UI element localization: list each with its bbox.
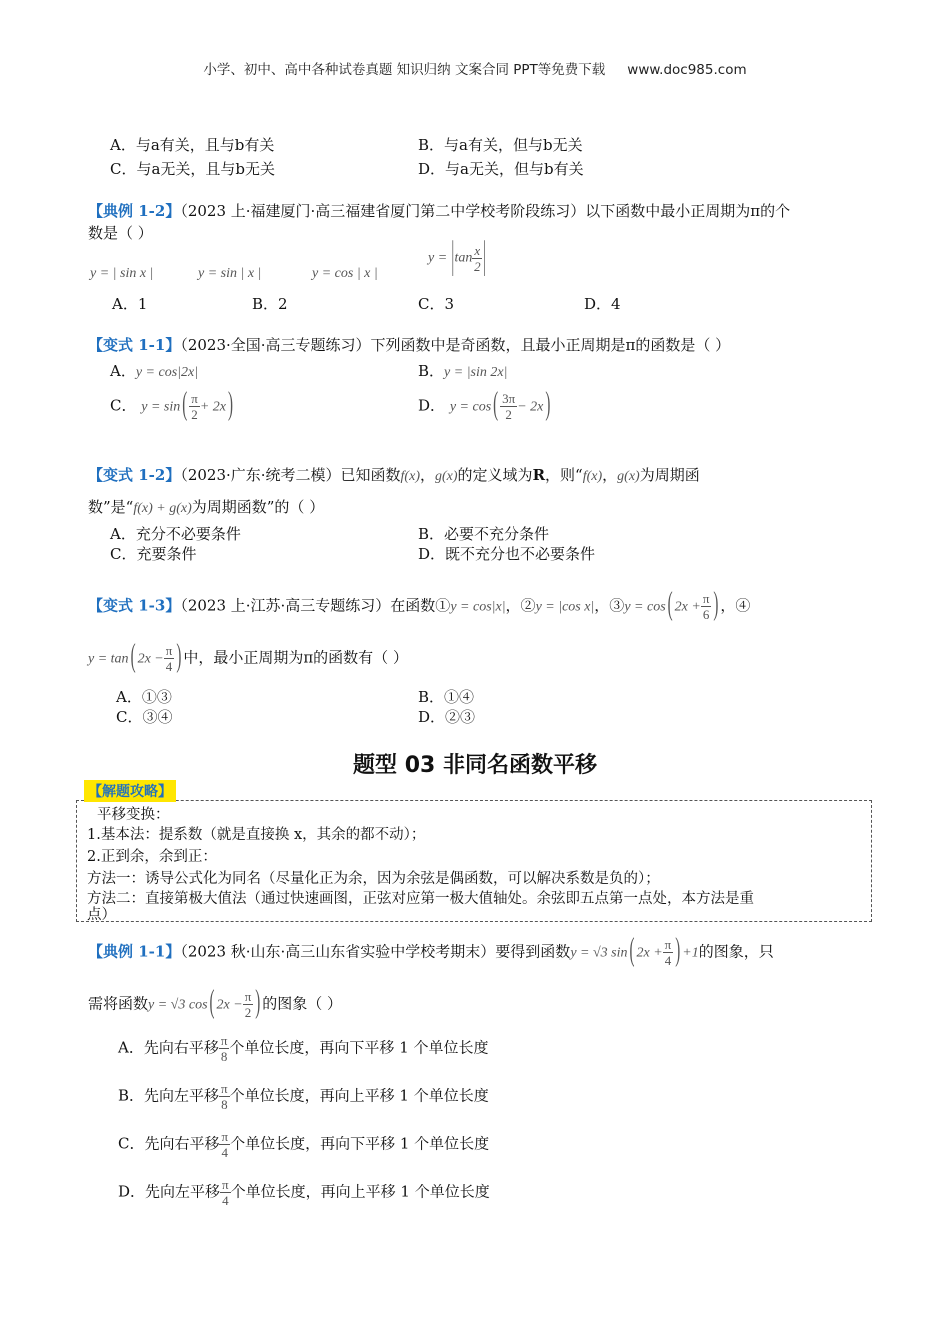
q3-stem2b: 为周期函数”的（ ） xyxy=(191,498,325,516)
q5-stem2b: 的图象（ ） xyxy=(262,994,343,1013)
q3-sep: ， xyxy=(419,466,435,484)
q3-tag: 【变式 1-2】 xyxy=(88,466,181,484)
q5-option-d xyxy=(118,1178,490,1207)
q5-b-pre: B．先向左平移 xyxy=(118,1086,220,1105)
q0-option-a: A．与a有关，且与b有关 xyxy=(110,136,275,154)
q3-option-b: B．必要不充分条件 xyxy=(418,525,550,543)
q5-e2-lparen: ( xyxy=(209,985,215,1021)
q4-e4-a: 2x − xyxy=(137,651,164,667)
q4-option-b: B．①④ xyxy=(418,688,475,706)
q3-stem-line1 xyxy=(88,464,700,485)
q5-stem1: （2023 秋·山东·高三山东省实验中学校考期末）要得到函数 xyxy=(180,942,571,961)
header-url[interactable]: www.doc985.com xyxy=(627,62,747,78)
q2-option-b xyxy=(418,360,507,381)
q4-option-d: D．②③ xyxy=(418,708,476,726)
q5-e1-frac xyxy=(663,938,674,967)
q3-g-2: g(x) xyxy=(617,469,640,484)
q5-b-den: 8 xyxy=(221,1097,228,1112)
q4-e3-num: π xyxy=(702,591,710,606)
strategy-line-5: 方法二：直接第极大值法（通过快速画图，正弦对应第一极大值轴处。余弦即五点第一点处，本方法是重 xyxy=(87,891,754,907)
q4-e3-rparen: ) xyxy=(713,587,719,623)
q1-option-c: C．3 xyxy=(418,295,455,313)
q5-option-a xyxy=(118,1034,489,1063)
section-title: 题型 03 非同名函数平移 xyxy=(353,753,597,778)
q2-d-post: − 2x xyxy=(517,399,544,415)
q5-c-num: π xyxy=(221,1129,229,1144)
q5-e2-pre: y = √3 cos xyxy=(148,997,208,1013)
q1-formula-3: y = cos | x | xyxy=(312,266,378,281)
q4-e4-pre: y = tan xyxy=(88,651,129,667)
q4-e3-pre: y = cos xyxy=(624,599,666,615)
q2-a-expr: y = cos|2x| xyxy=(135,365,199,380)
q2-a-label: A． xyxy=(110,362,136,380)
strategy-label: 【解题攻略】 xyxy=(84,780,176,802)
q0-option-b: B．与a有关，但与b无关 xyxy=(418,136,583,154)
q5-e1-pre: y = √3 sin xyxy=(570,945,628,961)
q2-d-pre: y = cos xyxy=(449,399,492,415)
q5-c-post: 个单位长度，再向下平移 1 个单位长度 xyxy=(230,1134,490,1153)
q5-d-frac xyxy=(220,1178,231,1207)
strategy-line-2: 1.基本法：提系数（就是直接换 x，其余的都不动）； xyxy=(87,827,426,843)
q4-s3: ，③ xyxy=(594,596,625,615)
q4-e4-frac xyxy=(164,644,175,673)
q4-e3-den: 6 xyxy=(702,607,710,622)
q5-option-c xyxy=(118,1130,489,1159)
q1-f4-bar-left: | xyxy=(450,236,455,279)
q5-stem2a: 需将函数 xyxy=(88,994,149,1013)
q5-a-num: π xyxy=(220,1033,228,1048)
q5-a-den: 8 xyxy=(220,1049,228,1064)
q1-formula-4 xyxy=(428,236,487,279)
q5-c-frac xyxy=(219,1130,230,1159)
q3-option-d: D．既不充分也不必要条件 xyxy=(418,545,596,563)
q5-d-post: 个单位长度，再向上平移 1 个单位长度 xyxy=(230,1182,490,1201)
strategy-box xyxy=(76,800,872,922)
q2-option-a xyxy=(110,360,198,381)
q5-d-den: 4 xyxy=(222,1193,229,1208)
q4-option-c: C．③④ xyxy=(116,708,173,726)
q2-stem xyxy=(88,334,730,355)
q3-sep-2: ， xyxy=(602,466,618,484)
q1-f4-den: 2 xyxy=(474,259,481,274)
q2-c-rparen: ) xyxy=(228,387,234,423)
q5-d-num: π xyxy=(222,1177,229,1192)
q2-d-frac xyxy=(500,392,517,421)
q2-c-frac xyxy=(189,392,200,421)
q3-f-2: f(x) xyxy=(582,469,603,484)
q3-stem1b: 的定义域为 xyxy=(457,466,533,484)
q2-tag: 【变式 1-1】 xyxy=(88,336,181,354)
q5-stem1b: 的图象，只 xyxy=(698,942,774,961)
q3-g: g(x) xyxy=(435,469,458,484)
q4-e3-frac xyxy=(701,592,712,621)
q5-a-post: 个单位长度，再向下平移 1 个单位长度 xyxy=(229,1038,489,1057)
q2-d-den: 2 xyxy=(505,407,512,422)
q2-option-c xyxy=(110,387,235,423)
q5-a-frac xyxy=(219,1034,230,1063)
q4-s4: ，④ xyxy=(720,596,751,615)
q2-c-den: 2 xyxy=(191,407,198,422)
q3-f: f(x) xyxy=(400,469,420,484)
q2-option-d xyxy=(418,387,552,423)
q1-option-a: A．1 xyxy=(112,295,148,313)
q5-e1-a: 2x + xyxy=(636,945,663,961)
q5-tag: 【典例 1-1】 xyxy=(88,942,181,961)
q4-e2: y = |cos x| xyxy=(535,599,595,615)
q2-c-pre: y = sin xyxy=(141,399,181,415)
q3-stem1c: ，则“ xyxy=(545,466,583,484)
q4-stem1: （2023 上·江苏·高三专题练习）在函数① xyxy=(180,596,451,615)
q5-stem-line1 xyxy=(88,933,774,969)
q5-e2-den: 2 xyxy=(244,1005,252,1020)
q2-stem-text: （2023·全国·高三专题练习）下列函数中是奇函数，且最小正周期是π的函数是（ ） xyxy=(180,336,731,354)
q1-f4-frac xyxy=(472,244,482,273)
q0-option-d: D．与a无关，但与b有关 xyxy=(418,160,584,178)
q3-stem1d: 为周期函 xyxy=(639,466,700,484)
q3-fg: f(x) + g(x) xyxy=(133,501,192,516)
q1-formula-2: y = sin | x | xyxy=(198,266,262,281)
q5-b-frac xyxy=(219,1082,230,1111)
q4-e4-rparen: ) xyxy=(176,639,182,675)
q5-e1-den: 4 xyxy=(664,953,672,968)
q5-stem-line2 xyxy=(88,985,343,1021)
q4-e1: y = cos|x| xyxy=(450,599,506,615)
q1-option-b: B．2 xyxy=(252,295,288,313)
q1-option-d: D．4 xyxy=(584,295,621,313)
q3-R: R xyxy=(532,466,546,484)
q2-c-num: π xyxy=(191,391,198,406)
q5-a-pre: A．先向右平移 xyxy=(118,1038,219,1057)
q5-e1-num: π xyxy=(664,937,672,952)
q4-stem2: 中，最小正周期为π的函数有（ ） xyxy=(183,648,408,667)
q1-f4-bar-right: | xyxy=(482,236,487,279)
header-text: 小学、初中、高中各种试卷真题 知识归纳 文案合同 PPT等免费下载 xyxy=(203,62,606,78)
page-header xyxy=(0,58,950,78)
q5-e1-lparen: ( xyxy=(629,933,635,969)
q5-e1-rparen: ) xyxy=(675,933,681,969)
q2-d-num: 3π xyxy=(502,391,516,406)
q4-e3-lparen: ( xyxy=(667,587,673,623)
q5-e2-num: π xyxy=(244,989,252,1004)
q1-stem1: （2023 上·福建厦门·高三福建省厦门第二中学校考阶段练习）以下函数中最小正周期为π的个 xyxy=(180,202,791,220)
q5-e2-a: 2x − xyxy=(216,997,243,1013)
q2-d-rparen: ) xyxy=(545,387,551,423)
q3-stem1a: （2023·广东·统考二模）已知函数 xyxy=(180,466,401,484)
q3-stem2a: 数”是“ xyxy=(88,498,134,516)
q1-tag: 【典例 1-2】 xyxy=(88,202,181,220)
q2-b-expr: y = |sin 2x| xyxy=(444,365,508,380)
q1-f4-num: x xyxy=(474,243,481,258)
q5-b-post: 个单位长度，再向上平移 1 个单位长度 xyxy=(229,1086,489,1105)
q1-stem-line1 xyxy=(88,200,790,221)
strategy-line-1: 平移变换： xyxy=(97,807,170,823)
q4-stem-line1 xyxy=(88,587,751,623)
q5-c-pre: C．先向右平移 xyxy=(118,1134,220,1153)
q5-b-num: π xyxy=(221,1081,228,1096)
q5-option-b xyxy=(118,1082,489,1111)
q3-option-a: A．充分不必要条件 xyxy=(110,525,241,543)
q5-c-den: 4 xyxy=(221,1145,229,1160)
q3-stem-line2 xyxy=(88,496,324,517)
q5-e1-post: +1 xyxy=(682,945,699,961)
strategy-line-4: 方法一：诱导公式化为同名（尽量化正为余，因为余弦是偶函数，可以解决系数是负的）； xyxy=(87,871,660,887)
q1-stem-line2: 数是（ ） xyxy=(88,224,153,242)
q4-tag: 【变式 1-3】 xyxy=(88,596,181,615)
q3-option-c: C．充要条件 xyxy=(110,545,197,563)
q2-d-label: D． xyxy=(418,396,446,415)
q4-stem-line2 xyxy=(88,639,408,675)
q0-option-c: C．与a无关，且与b无关 xyxy=(110,160,276,178)
strategy-line-3: 2.正到余，余到正： xyxy=(87,849,217,865)
q5-e2-frac xyxy=(243,990,254,1019)
q4-e4-den: 4 xyxy=(165,659,173,674)
q5-e2-rparen: ) xyxy=(255,985,261,1021)
q4-option-a: A．①③ xyxy=(116,688,172,706)
q5-d-pre: D．先向左平移 xyxy=(118,1182,221,1201)
q2-c-lparen: ( xyxy=(182,387,188,423)
q2-c-post: + 2x xyxy=(199,399,227,415)
q1-f4-pre: y = xyxy=(428,250,448,266)
q2-d-lparen: ( xyxy=(493,387,499,423)
q2-c-label: C． xyxy=(110,396,137,415)
q1-f4-tan: tan xyxy=(454,250,473,266)
q4-e4-lparen: ( xyxy=(130,639,136,675)
q4-e3-a: 2x + xyxy=(674,599,701,615)
q1-formula-1: y = | sin x | xyxy=(90,266,154,281)
q2-b-label: B． xyxy=(418,362,445,380)
q4-s2: ，② xyxy=(505,596,536,615)
q4-e4-num: π xyxy=(165,643,173,658)
strategy-line-6: 点） xyxy=(87,907,116,923)
